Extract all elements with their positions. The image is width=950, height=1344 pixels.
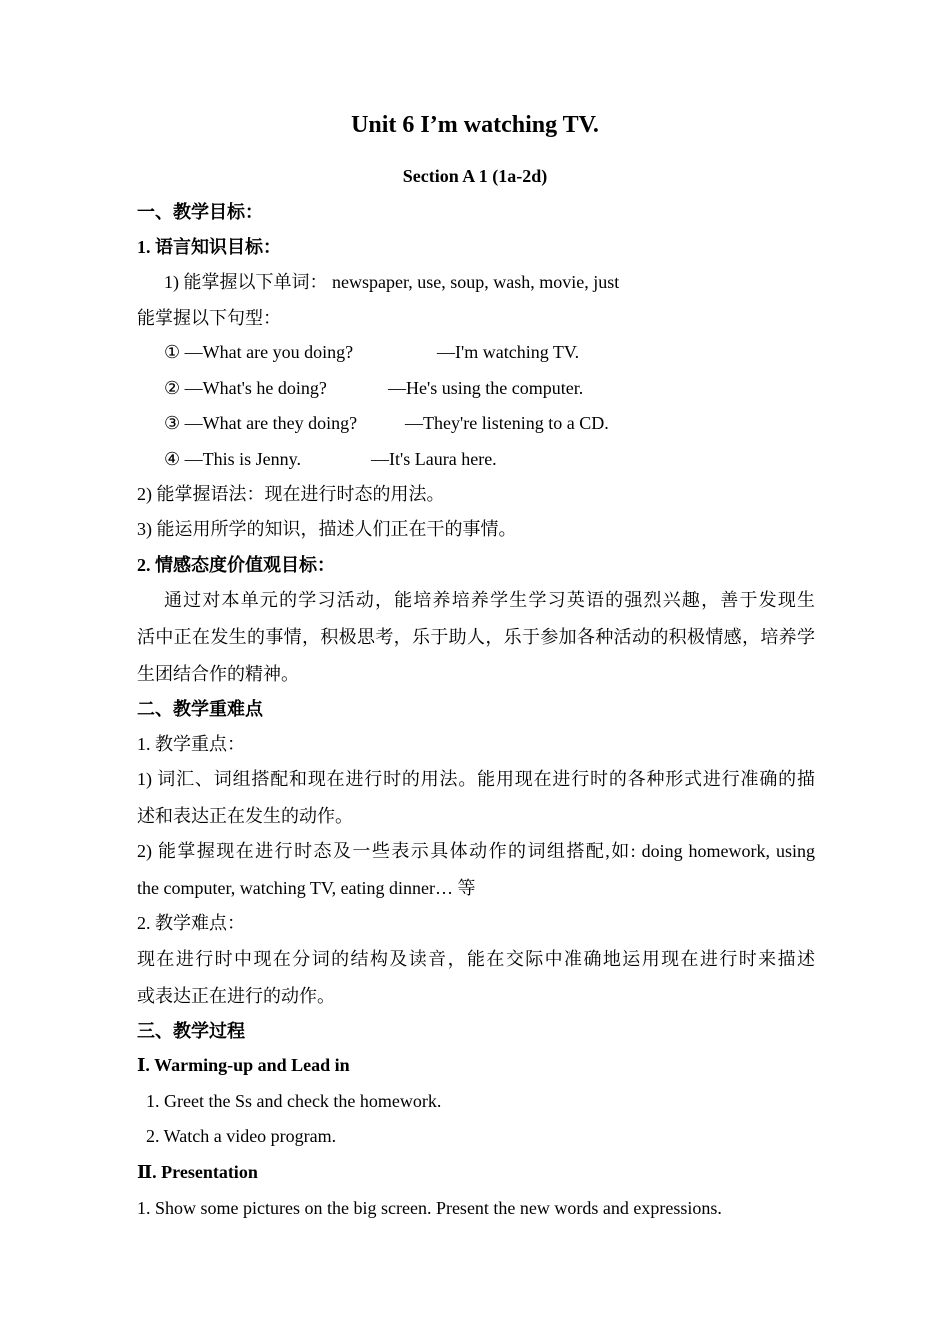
sentences-intro: 能掌握以下句型： [137, 308, 281, 328]
dialog-answer: —It's Laura here. [371, 449, 497, 469]
heading-key-difficult-points: 二、教学重难点 [137, 699, 263, 719]
step-item: 1. Show some pictures on the big screen. Present the new words and expressions. [137, 1198, 722, 1218]
document-title: Unit 6 I’m watching TV. [351, 112, 599, 138]
heading-attitude-goals: 2. 情感态度价值观目标： [137, 555, 335, 575]
difficult-point-line: 现在进行时中现在分词的结构及读音，能在交际中准确地运用现在进行时来描述 [137, 949, 815, 969]
step-item: 2. Watch a video program. [146, 1126, 337, 1146]
attitude-paragraph-line: 通过对本单元的学习活动，能培养培养学生学习英语的强烈兴趣，善于发现生 [164, 590, 815, 610]
dialog-answer: —I'm watching TV. [437, 342, 580, 362]
dialog-question: ② —What's he doing? [164, 378, 327, 398]
dialog-question: ④ —This is Jenny. [164, 449, 301, 469]
dialog-answer: —He's using the computer. [388, 378, 584, 398]
key-point-line: 1) 词汇、词组搭配和现在进行时的用法。能用现在进行时的各种形式进行准确的描 [137, 769, 815, 789]
grammar-goal: 2) 能掌握语法：现在进行时态的用法。 [137, 484, 445, 504]
key-points-title: 1. 教学重点： [137, 734, 245, 754]
step-item: 1. Greet the Ss and check the homework. [146, 1091, 442, 1111]
heading-teaching-goals: 一、教学目标： [137, 202, 263, 222]
dialog-question: ① —What are you doing? [164, 342, 354, 362]
key-point-line: 2) 能掌握现在进行时态及一些表示具体动作的词组搭配,如: doing homework, using [137, 841, 815, 861]
heading-teaching-process: 三、教学过程 [137, 1021, 245, 1041]
vocab-line: 1) 能掌握以下单词： newspaper, use, soup, wash, movie, just [164, 272, 620, 292]
difficult-point-line: 或表达正在进行的动作。 [137, 986, 335, 1006]
step-presentation: Ⅱ. Presentation [137, 1162, 258, 1182]
attitude-paragraph-line: 活中正在发生的事情，积极思考，乐于助人，乐于参加各种活动的积极情感，培养学 [137, 627, 815, 647]
step-warming-up: Ⅰ. Warming-up and Lead in [137, 1055, 350, 1075]
ability-goal: 3) 能运用所学的知识，描述人们正在干的事情。 [137, 519, 517, 539]
key-point-line: 述和表达正在发生的动作。 [137, 806, 353, 826]
dialog-question: ③ —What are they doing? [164, 413, 358, 433]
key-point-line: the computer, watching TV, eating dinner… 等 [137, 878, 476, 898]
section-subtitle: Section A 1 (1a-2d) [402, 166, 548, 186]
attitude-paragraph-line: 生团结合作的精神。 [137, 664, 299, 684]
heading-language-goals: 1. 语言知识目标： [137, 237, 281, 257]
dialog-answer: —They're listening to a CD. [405, 413, 609, 433]
difficult-points-title: 2. 教学难点： [137, 913, 245, 933]
